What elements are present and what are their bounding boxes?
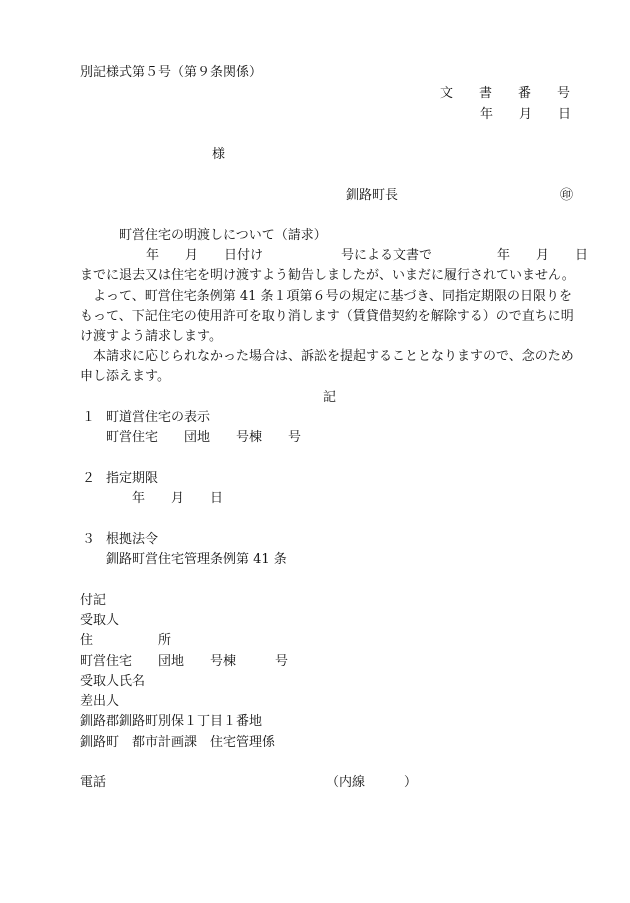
body-line-1: 年 月 日付け 号による文書で 年 月 日 xyxy=(146,248,589,263)
sender-address: 釧路郡釧路町別保１丁目１番地 xyxy=(80,714,263,729)
extension-label: （内線 ） xyxy=(326,775,418,790)
sender-label: 差出人 xyxy=(80,694,120,709)
recipient-label: 受取人 xyxy=(80,613,120,628)
phone-label: 電話 xyxy=(80,775,107,790)
item-title: 根拠法令 xyxy=(106,532,159,547)
seal-mark: ㊞ xyxy=(560,188,574,203)
sender-department: 釧路町 都市計画課 住宅管理係 xyxy=(80,735,276,750)
sender-title: 釧路町長 xyxy=(346,188,399,203)
item-detail: 年 月 日 xyxy=(132,491,224,506)
form-label: 別記様式第５号（第９条関係） xyxy=(80,65,263,80)
housing-line: 町営住宅 団地 号棟 号 xyxy=(80,654,289,669)
body-line-5: け渡すよう請求します。 xyxy=(80,329,222,344)
item-detail: 釧路町営住宅管理条例第 41 条 xyxy=(106,552,287,567)
subject-line: 町営住宅の明渡しについて（請求） xyxy=(119,228,327,243)
document-date: 年 月 日 xyxy=(480,107,572,122)
appendix-heading: 付記 xyxy=(80,593,107,608)
body-line-6: 本請求に応じられなかった場合は、訴訟を提起することとなりますので、念のため xyxy=(80,349,574,364)
body-line-2: までに退去又は住宅を明け渡すよう勧告しましたが、いまだに履行されていません。 xyxy=(80,268,575,283)
item-number: ２ xyxy=(82,471,96,486)
body-line-7: 申し添えます。 xyxy=(80,369,170,384)
address-label: 住 所 xyxy=(80,633,172,648)
item-title: 町道営住宅の表示 xyxy=(106,410,211,425)
addressee-honorific: 様 xyxy=(212,147,226,162)
ki-heading: 記 xyxy=(323,390,337,405)
item-number: １ xyxy=(82,410,96,425)
item-number: ３ xyxy=(82,532,96,547)
body-line-3: よって、町営住宅条例第 41 条１項第６号の規定に基づき、同指定期限の日限りを xyxy=(80,289,573,304)
document-number: 文 書 番 号 xyxy=(440,86,571,101)
body-line-4: もって、下記住宅の使用許可を取り消します（賃貸借契約を解除する）ので直ちに明 xyxy=(80,309,574,324)
recipient-name-label: 受取人氏名 xyxy=(80,674,146,689)
item-title: 指定期限 xyxy=(106,471,159,486)
item-detail: 町営住宅 団地 号棟 号 xyxy=(106,430,302,445)
